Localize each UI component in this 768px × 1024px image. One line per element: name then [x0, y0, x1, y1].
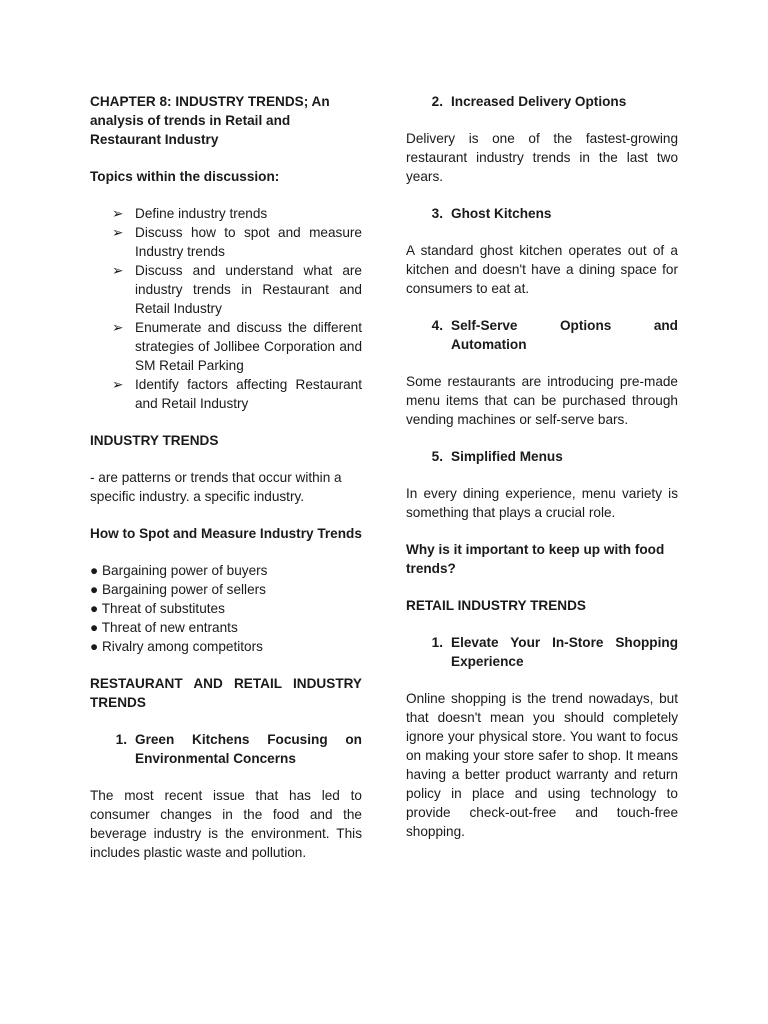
retail-trends-heading: RETAIL INDUSTRY TRENDS	[406, 598, 587, 613]
list-item: ➢ Discuss and understand what are industry trends in Restaurant and Retail Industry	[112, 263, 362, 316]
list-item: ➢ Enumerate and discuss the different strategies of Jollibee Corporation and SM Retail Parking	[112, 320, 362, 373]
chapter-title: CHAPTER 8: INDUSTRY TRENDS; An analysis of trends in Retail and Restaurant Industry	[90, 94, 330, 147]
numbered-heading: 2. Increased Delivery Options	[431, 94, 627, 109]
left-column	[90, 92, 362, 862]
topics-list	[90, 204, 362, 413]
list-item: ● Rivalry among competitors	[90, 639, 263, 654]
right-column	[406, 92, 678, 841]
list-item: ➢ Define industry trends	[112, 206, 268, 221]
numbered-heading: 4. Self-Serve Options and Automation	[431, 318, 678, 352]
list-item: ➢ Identify factors affecting Restaurant and Retail Industry	[112, 377, 362, 411]
paragraph: Some restaurants are introducing pre-made menu items that can be purchased through vending machines or self-serve bars.	[406, 374, 678, 427]
numbered-heading: 5. Simplified Menus	[431, 449, 563, 464]
why-heading: Why is it important to keep up with food trends?	[406, 542, 665, 576]
arrow-bullet-icon: ➢	[112, 263, 124, 278]
paragraph: Delivery is one of the fastest-growing restaurant industry trends in the last two years.	[406, 131, 678, 184]
list-item: ● Threat of new entrants	[90, 620, 238, 635]
arrow-bullet-icon: ➢	[112, 320, 124, 335]
numbered-heading: 1. Elevate Your In-Store Shopping Experience	[431, 635, 678, 669]
paragraph: A standard ghost kitchen operates out of a kitchen and doesn't have a dining space for consumers to eat at.	[406, 243, 678, 296]
list-item: ● Threat of substitutes	[90, 601, 225, 616]
list-item: ● Bargaining power of sellers	[90, 582, 266, 597]
restaurant-retail-heading: RESTAURANT AND RETAIL INDUSTRY TRENDS	[90, 676, 362, 710]
numbered-heading: 1. Green Kitchens Focusing on Environmental Concerns	[115, 732, 362, 766]
industry-trends-definition: - are patterns or trends that occur within a specific industry. a specific industry.	[90, 470, 342, 504]
spot-measure-heading: How to Spot and Measure Industry Trends	[90, 526, 362, 541]
industry-trends-heading: INDUSTRY TRENDS	[90, 433, 219, 448]
list-item: ● Bargaining power of buyers	[90, 563, 268, 578]
list-item: ➢ Discuss how to spot and measure Industry trends	[112, 225, 362, 259]
paragraph: In every dining experience, menu variety is something that plays a crucial role.	[406, 486, 678, 520]
paragraph: Online shopping is the trend nowadays, but that doesn't mean you should completely ignore your physical store. You want to focus on making your store safer to shop. It means having a better product warranty and return policy in place and using technology to provide check-out-free and touch-free shopping.	[406, 691, 678, 839]
arrow-bullet-icon: ➢	[112, 377, 124, 392]
paragraph: The most recent issue that has led to consumer changes in the food and the beverage industry is the environment. This includes plastic waste and pollution.	[90, 788, 362, 860]
forces-list	[90, 561, 362, 656]
arrow-bullet-icon: ➢	[112, 225, 124, 240]
topics-heading: Topics within the discussion:	[90, 169, 280, 184]
arrow-bullet-icon: ➢	[112, 206, 124, 221]
numbered-heading: 3. Ghost Kitchens	[431, 206, 552, 221]
